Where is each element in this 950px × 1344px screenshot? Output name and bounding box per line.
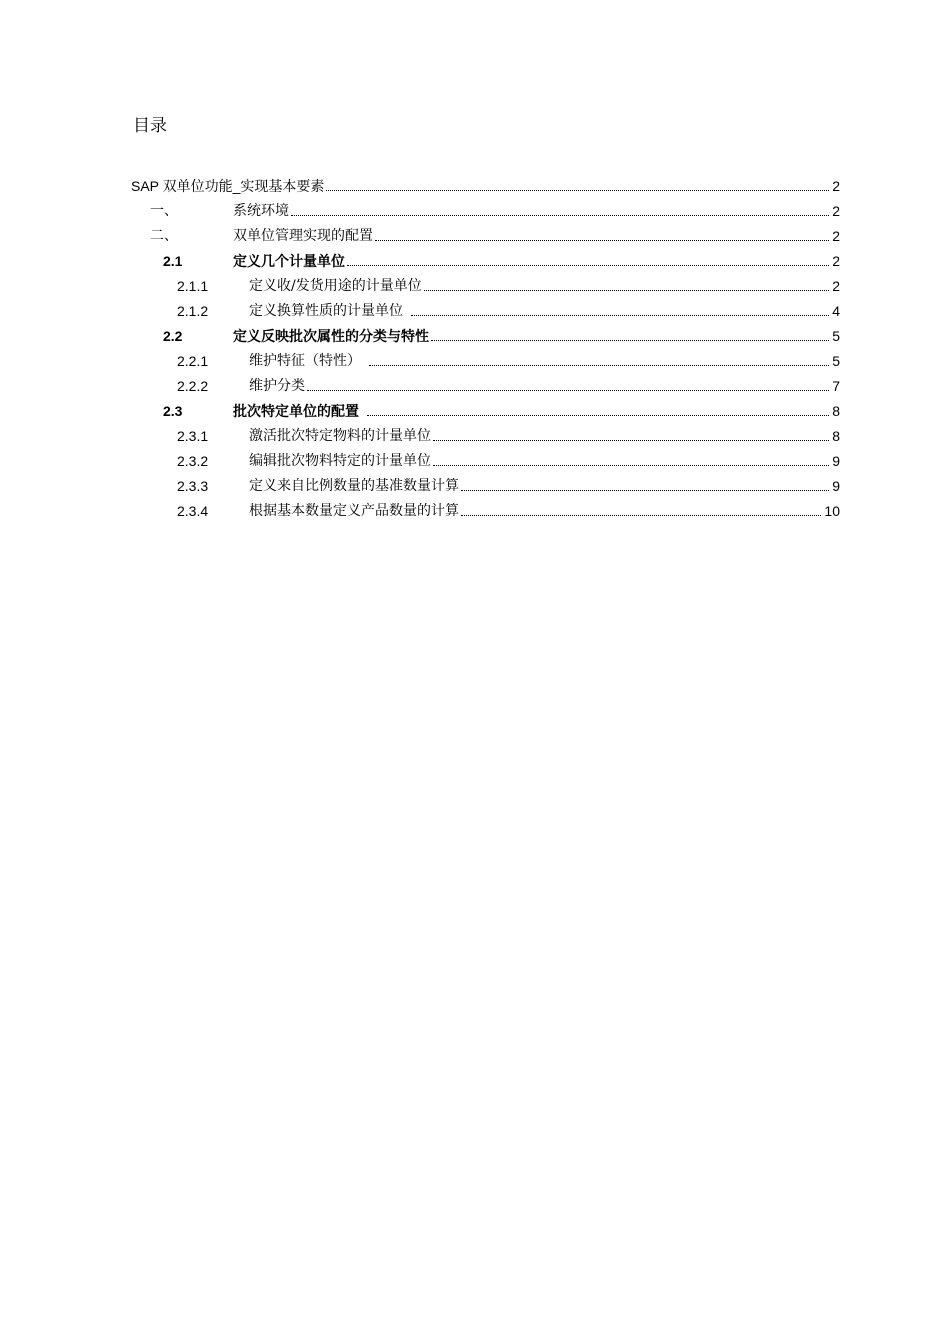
- toc-dot-leader: [433, 464, 829, 466]
- toc-entry-number: 2.3.1: [177, 428, 209, 444]
- toc-entry-page: 10: [824, 503, 840, 519]
- toc-entry-page: 8: [832, 403, 840, 419]
- toc-dot-leader: [375, 239, 829, 241]
- toc-entry-title: 定义几个计量单位: [233, 253, 345, 269]
- toc-entry-title: SAP 双单位功能_实现基本要素: [131, 178, 325, 194]
- toc-entry-level1[interactable]: [150, 198, 840, 220]
- toc-entry-number: 2.3.4: [177, 503, 209, 519]
- toc-dot-leader: [461, 514, 821, 516]
- toc-entry-page: 7: [832, 378, 840, 394]
- toc-entry-page: 8: [832, 428, 840, 444]
- toc-dot-leader: [367, 414, 829, 416]
- page-title: 目录: [133, 116, 167, 136]
- toc-entry-level3[interactable]: [177, 423, 840, 445]
- toc-entry-number: 2.2.1: [177, 353, 209, 369]
- toc-dot-leader: [291, 214, 829, 216]
- toc-entry-level3[interactable]: [177, 448, 840, 470]
- toc-entry-level3[interactable]: [177, 298, 840, 320]
- toc-dot-leader: [461, 489, 829, 491]
- toc-entry-page: 9: [832, 478, 840, 494]
- toc-entry-page: 4: [832, 303, 840, 319]
- toc-entry-level3[interactable]: [177, 273, 840, 295]
- toc-entry-title: 编辑批次物料特定的计量单位: [249, 453, 431, 469]
- toc-entry-level1[interactable]: [150, 223, 840, 245]
- toc-dot-leader: [411, 314, 829, 316]
- toc-entry-title: 定义来自比例数量的基准数量计算: [249, 478, 459, 494]
- toc-entry-page: 2: [832, 253, 840, 269]
- toc-dot-leader: [424, 289, 829, 291]
- toc-entry-title: 根据基本数量定义产品数量的计算: [249, 503, 459, 519]
- toc-entry-title: 维护特征（特性）: [249, 353, 361, 369]
- toc-entry-title: 定义换算性质的计量单位: [249, 303, 403, 319]
- toc-entry-number: 2.2: [163, 328, 183, 344]
- toc-entry-level2[interactable]: [163, 248, 840, 270]
- toc-entry-title: 维护分类: [249, 378, 305, 394]
- toc-entry-page: 9: [832, 453, 840, 469]
- toc-dot-leader: [369, 364, 829, 366]
- toc-entry-level3[interactable]: [177, 473, 840, 495]
- toc-entry-number: 2.3.2: [177, 453, 209, 469]
- toc-entry-title: 激活批次特定物料的计量单位: [249, 428, 431, 444]
- toc-entry-page: 5: [832, 328, 840, 344]
- toc-dot-leader: [431, 339, 829, 341]
- toc-entry-number: 2.2.2: [177, 378, 209, 394]
- toc-entry-title: 定义反映批次属性的分类与特性: [233, 328, 429, 344]
- toc-entry-number: 二、: [150, 228, 178, 244]
- toc-entry-title: 双单位管理实现的配置: [233, 228, 373, 244]
- toc-entry-page: 2: [832, 228, 840, 244]
- toc-dot-leader: [307, 389, 829, 391]
- toc-entry-level3[interactable]: [177, 348, 840, 370]
- toc-entry-number: 2.1.2: [177, 303, 209, 319]
- toc-entry-page: 5: [832, 353, 840, 369]
- toc-entry-page: 2: [832, 278, 840, 294]
- toc-entry-title: 系统环境: [233, 203, 289, 219]
- toc-entry-number: 2.3: [163, 403, 183, 419]
- toc-entry-title: 定义收/发货用途的计量单位: [249, 278, 422, 294]
- toc-dot-leader: [326, 189, 829, 191]
- toc-entry-level3[interactable]: [177, 498, 840, 520]
- toc-entry-number: 一、: [150, 203, 178, 219]
- toc-entry-number: 2.1: [163, 253, 183, 269]
- toc-entry-level2[interactable]: [163, 323, 840, 345]
- toc-entry-level1[interactable]: [131, 173, 840, 195]
- toc-entry-level2[interactable]: [163, 398, 840, 420]
- toc-entry-number: 2.1.1: [177, 278, 209, 294]
- toc-entry-level3[interactable]: [177, 373, 840, 395]
- toc-entry-number: 2.3.3: [177, 478, 209, 494]
- toc-entry-page: 2: [832, 203, 840, 219]
- toc-entry-page: 2: [832, 178, 840, 194]
- toc-dot-leader: [433, 439, 829, 441]
- toc-dot-leader: [347, 264, 829, 266]
- toc-entry-title: 批次特定单位的配置: [233, 403, 359, 419]
